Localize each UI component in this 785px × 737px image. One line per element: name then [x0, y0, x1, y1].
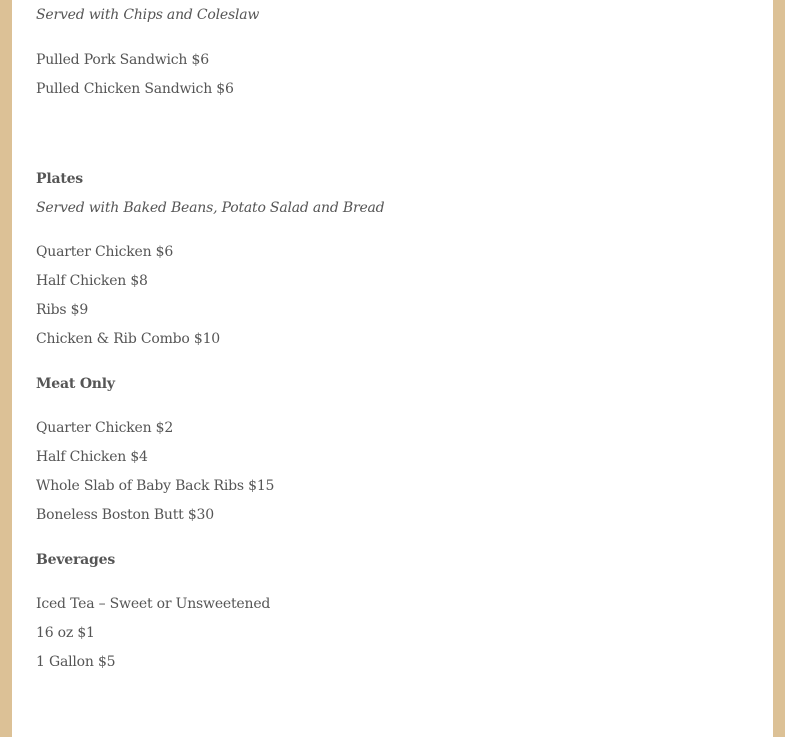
menu-item: 16 oz $1 — [36, 625, 95, 641]
menu-item: Quarter Chicken $2 — [36, 420, 174, 436]
menu-item: Pulled Chicken Sandwich $6 — [36, 81, 234, 97]
sandwiches-note: Served with Chips and Coleslaw — [36, 7, 260, 23]
menu-item: Half Chicken $4 — [36, 449, 148, 465]
plates-heading: Plates — [36, 171, 83, 187]
menu-item: 1 Gallon $5 — [36, 654, 116, 670]
menu-item: Whole Slab of Baby Back Ribs $15 — [36, 478, 275, 494]
menu-item: Chicken & Rib Combo $10 — [36, 331, 221, 347]
menu-item: Boneless Boston Butt $30 — [36, 507, 214, 523]
menu-item: Ribs $9 — [36, 302, 89, 318]
menu-item: Half Chicken $8 — [36, 273, 148, 289]
menu-item: Pulled Pork Sandwich $6 — [36, 52, 209, 68]
menu-item: Iced Tea – Sweet or Unsweetened — [36, 596, 271, 612]
menu-item: Quarter Chicken $6 — [36, 244, 174, 260]
beverages-heading: Beverages — [36, 552, 116, 568]
plates-note: Served with Baked Beans, Potato Salad and Bread — [36, 200, 385, 216]
menu-page — [12, 0, 773, 737]
meat-only-heading: Meat Only — [36, 376, 115, 392]
